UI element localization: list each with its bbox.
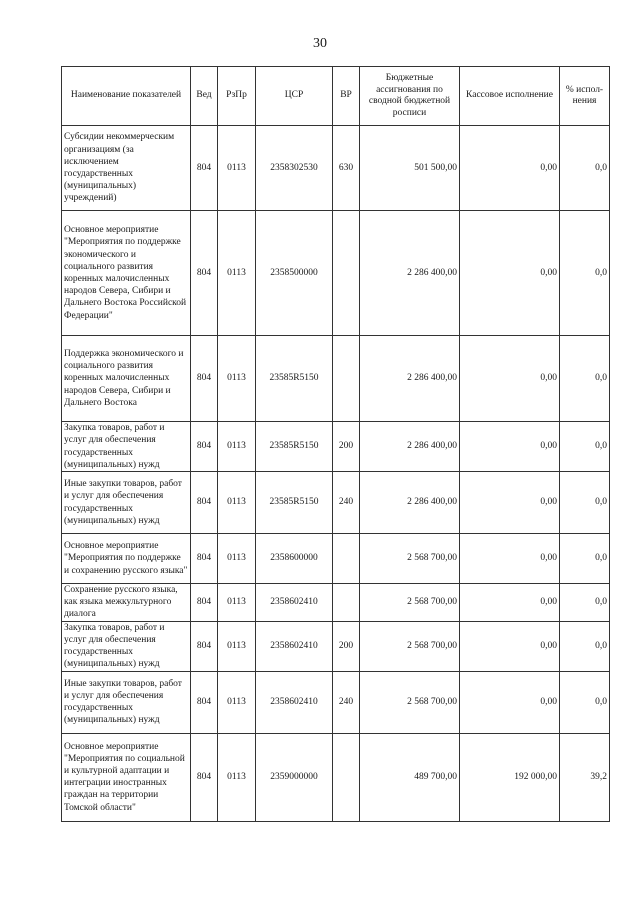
- row-percent: 0,0: [560, 534, 610, 584]
- row-percent: 0,0: [560, 584, 610, 622]
- table-row: [62, 336, 610, 422]
- row-cash: 0,00: [460, 621, 560, 671]
- row-ved: 804: [191, 336, 218, 422]
- row-budget: 2 286 400,00: [360, 211, 460, 336]
- row-rzpr: 0113: [218, 422, 256, 472]
- row-csr: 2358602410: [256, 584, 333, 622]
- row-budget: 2 568 700,00: [360, 534, 460, 584]
- row-cash: 0,00: [460, 534, 560, 584]
- header-ved: Вед: [191, 67, 218, 126]
- row-rzpr: 0113: [218, 126, 256, 211]
- row-ved: 804: [191, 584, 218, 622]
- row-cash: 0,00: [460, 336, 560, 422]
- header-rzpr: РзПр: [218, 67, 256, 126]
- row-name: Субсидии некоммерческим организациям (за исключением государственных (муниципальных) учреждений): [62, 126, 191, 211]
- budget-table: [61, 66, 610, 822]
- header-csr: ЦСР: [256, 67, 333, 126]
- table-row: [62, 584, 610, 622]
- row-csr: 23585R5150: [256, 336, 333, 422]
- row-percent: 0,0: [560, 621, 610, 671]
- row-budget: 501 500,00: [360, 126, 460, 211]
- row-vr: 200: [333, 422, 360, 472]
- row-cash: 0,00: [460, 472, 560, 534]
- row-name: Основное мероприятие "Мероприятия по социальной и культурной адаптации и интеграции иностранных граждан на территории Томской области": [62, 733, 191, 821]
- row-rzpr: 0113: [218, 336, 256, 422]
- row-rzpr: 0113: [218, 733, 256, 821]
- row-rzpr: 0113: [218, 211, 256, 336]
- table-row: [62, 211, 610, 336]
- row-vr: 200: [333, 621, 360, 671]
- row-name: Основное мероприятие "Мероприятия по поддержке и сохранению русского языка": [62, 534, 191, 584]
- row-ved: 804: [191, 733, 218, 821]
- row-percent: 39,2: [560, 733, 610, 821]
- row-name: Основное мероприятие "Мероприятия по поддержке экономического и социального развития коренных малочисленных народов Севера, Сибири и Дальнего Востока Российской Федерации": [62, 211, 191, 336]
- table-row: [62, 621, 610, 671]
- row-vr: [333, 336, 360, 422]
- row-budget: 489 700,00: [360, 733, 460, 821]
- row-vr: [333, 584, 360, 622]
- row-vr: 240: [333, 671, 360, 733]
- row-rzpr: 0113: [218, 534, 256, 584]
- row-cash: 0,00: [460, 671, 560, 733]
- row-cash: 0,00: [460, 211, 560, 336]
- table-row: [62, 472, 610, 534]
- row-budget: 2 568 700,00: [360, 671, 460, 733]
- table-row: [62, 126, 610, 211]
- row-vr: [333, 211, 360, 336]
- header-cash: Кассовое исполнение: [460, 67, 560, 126]
- header-vr: ВР: [333, 67, 360, 126]
- row-csr: 23585R5150: [256, 422, 333, 472]
- row-cash: 192 000,00: [460, 733, 560, 821]
- row-csr: 2359000000: [256, 733, 333, 821]
- row-csr: 2358602410: [256, 621, 333, 671]
- row-budget: 2 286 400,00: [360, 336, 460, 422]
- row-rzpr: 0113: [218, 472, 256, 534]
- row-vr: 240: [333, 472, 360, 534]
- row-name: Иные закупки товаров, работ и услуг для обеспечения государственных (муниципальных) нужд: [62, 472, 191, 534]
- row-csr: 2358302530: [256, 126, 333, 211]
- row-name: Иные закупки товаров, работ и услуг для обеспечения государственных (муниципальных) нужд: [62, 671, 191, 733]
- row-vr: 630: [333, 126, 360, 211]
- row-csr: 2358500000: [256, 211, 333, 336]
- row-name: Поддержка экономического и социального развития коренных малочисленных народов Севера, Сибири и Дальнего Востока: [62, 336, 191, 422]
- row-name: Сохранение русского языка, как языка межкультурного диалога: [62, 584, 191, 622]
- row-csr: 2358602410: [256, 671, 333, 733]
- page-number: 30: [313, 36, 327, 51]
- row-percent: 0,0: [560, 472, 610, 534]
- row-name: Закупка товаров, работ и услуг для обеспечения государственных (муниципальных) нужд: [62, 422, 191, 472]
- row-ved: 804: [191, 422, 218, 472]
- header-name: Наименование показателей: [62, 67, 191, 126]
- table-row: [62, 422, 610, 472]
- row-ved: 804: [191, 534, 218, 584]
- row-percent: 0,0: [560, 336, 610, 422]
- row-cash: 0,00: [460, 422, 560, 472]
- row-ved: 804: [191, 621, 218, 671]
- table-header-row: [62, 67, 610, 126]
- row-name: Закупка товаров, работ и услуг для обеспечения государственных (муниципальных) нужд: [62, 621, 191, 671]
- row-budget: 2 568 700,00: [360, 584, 460, 622]
- row-rzpr: 0113: [218, 621, 256, 671]
- row-vr: [333, 733, 360, 821]
- row-rzpr: 0113: [218, 671, 256, 733]
- table-row: [62, 534, 610, 584]
- row-ved: 804: [191, 472, 218, 534]
- header-percent: % испол-нения: [560, 67, 610, 126]
- row-percent: 0,0: [560, 422, 610, 472]
- row-percent: 0,0: [560, 671, 610, 733]
- header-budget: Бюджетные ассигнования по сводной бюджетной росписи: [360, 67, 460, 126]
- row-ved: 804: [191, 671, 218, 733]
- row-csr: 23585R5150: [256, 472, 333, 534]
- row-cash: 0,00: [460, 126, 560, 211]
- table-row: [62, 671, 610, 733]
- row-ved: 804: [191, 211, 218, 336]
- row-budget: 2 286 400,00: [360, 472, 460, 534]
- row-ved: 804: [191, 126, 218, 211]
- row-budget: 2 286 400,00: [360, 422, 460, 472]
- row-rzpr: 0113: [218, 584, 256, 622]
- row-cash: 0,00: [460, 584, 560, 622]
- row-csr: 2358600000: [256, 534, 333, 584]
- row-budget: 2 568 700,00: [360, 621, 460, 671]
- row-vr: [333, 534, 360, 584]
- row-percent: 0,0: [560, 211, 610, 336]
- row-percent: 0,0: [560, 126, 610, 211]
- table-row: [62, 733, 610, 821]
